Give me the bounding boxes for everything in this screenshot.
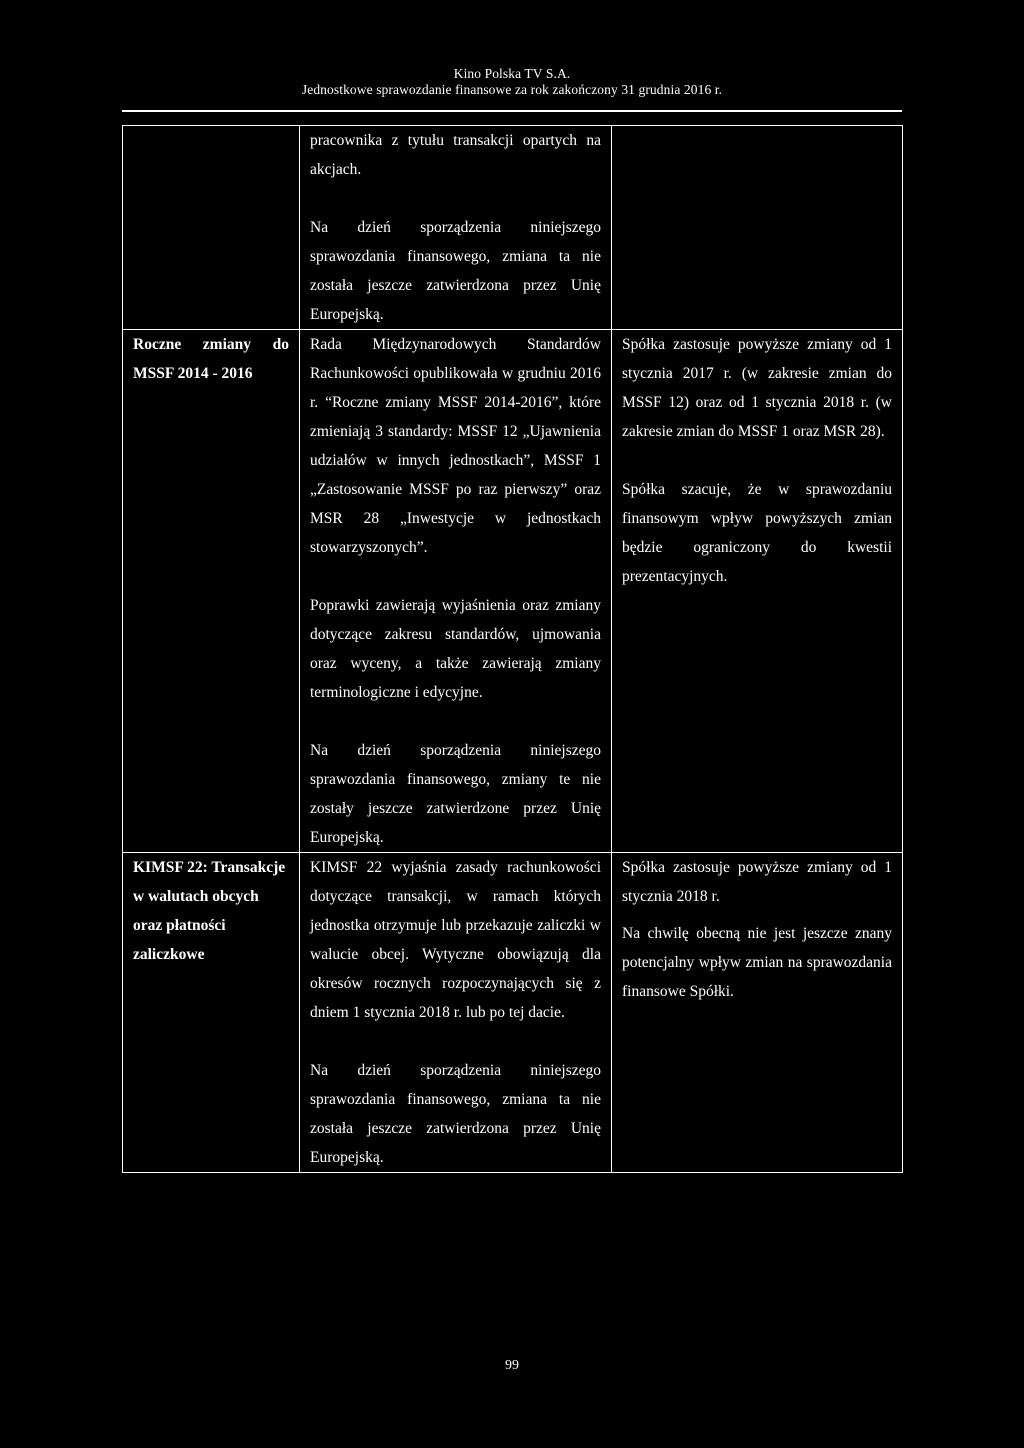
- header-divider: [122, 110, 902, 112]
- description-paragraph: Na dzień sporządzenia niniejszego sprawozdania finansowego, zmiana ta nie została jeszcze zatwierdzona przez Unię Europejską.: [310, 219, 601, 323]
- description-cell: [300, 330, 612, 853]
- page-header: [0, 66, 1024, 98]
- description-paragraph: Na dzień sporządzenia niniejszego sprawozdania finansowego, zmiana ta nie została jeszcze zatwierdzona przez Unię Europejską.: [310, 1062, 601, 1166]
- impact-paragraph: Spółka zastosuje powyższe zmiany od 1 stycznia 2017 r. (w zakresie zmian do MSSF 12) oraz od 1 stycznia 2018 r. (w zakresie zmian do MSSF 1 oraz MSR 28).: [622, 336, 892, 440]
- table-row: [123, 853, 903, 1173]
- standard-name-cell: [123, 330, 300, 853]
- company-name: Kino Polska TV S.A.: [453, 66, 571, 81]
- standard-name: Roczne zmiany do MSSF 2014 - 2016: [133, 336, 289, 382]
- table-row: [123, 126, 903, 330]
- impact-cell: [612, 126, 903, 330]
- standard-name-cell: [123, 853, 300, 1173]
- impact-paragraph: Spółka zastosuje powyższe zmiany od 1 stycznia 2018 r.: [622, 859, 892, 905]
- description-paragraph: pracownika z tytułu transakcji opartych na akcjach.: [310, 132, 601, 178]
- impact-cell: [612, 330, 903, 853]
- table-row: [123, 330, 903, 853]
- description-paragraph: Poprawki zawierają wyjaśnienia oraz zmiany dotyczące zakresu standardów, ujmowania oraz wyceny, a także zawierają zmiany terminologiczne i edycyjne.: [310, 597, 601, 701]
- description-paragraph: Na dzień sporządzenia niniejszego sprawozdania finansowego, zmiany te nie zostały jeszcze zatwierdzone przez Unię Europejską.: [310, 742, 601, 846]
- standard-name-cell: [123, 126, 300, 330]
- description-cell: [300, 126, 612, 330]
- report-subtitle: Jednostkowe sprawozdanie finansowe za rok zakończony 31 grudnia 2016 r.: [301, 82, 723, 97]
- standard-name: KIMSF 22: Transakcje w walutach obcych oraz płatności zaliczkowe: [133, 859, 286, 963]
- page-number: 99: [505, 1358, 519, 1373]
- impact-cell: [612, 853, 903, 1173]
- description-paragraph: Rada Międzynarodowych Standardów Rachunkowości opublikowała w grudniu 2016 r. “Roczne zmiany MSSF 2014-2016”, które zmieniają 3 standardy: MSSF 12 „Ujawnienia udziałów w innych jednostkach”, MSSF 1 „Zastosowanie MSSF po raz pierwszy” oraz MSR 28 „Inwestycje w jednostkach stowarzyszonych”.: [310, 336, 601, 556]
- standards-table: [122, 125, 903, 1173]
- impact-paragraph: Spółka szacuje, że w sprawozdaniu finansowym wpływ powyższych zmian będzie ograniczony do kwestii prezentacyjnych.: [622, 481, 892, 585]
- description-paragraph: KIMSF 22 wyjaśnia zasady rachunkowości dotyczące transakcji, w ramach których jednostka otrzymuje lub przekazuje zaliczki w walucie obcej. Wytyczne obowiązują dla okresów rocznych rozpoczynających się z dniem 1 stycznia 2018 r. lub po tej dacie.: [310, 859, 601, 1021]
- impact-paragraph: Na chwilę obecną nie jest jeszcze znany potencjalny wpływ zmian na sprawozdania finansowe Spółki.: [622, 925, 892, 1000]
- description-cell: [300, 853, 612, 1173]
